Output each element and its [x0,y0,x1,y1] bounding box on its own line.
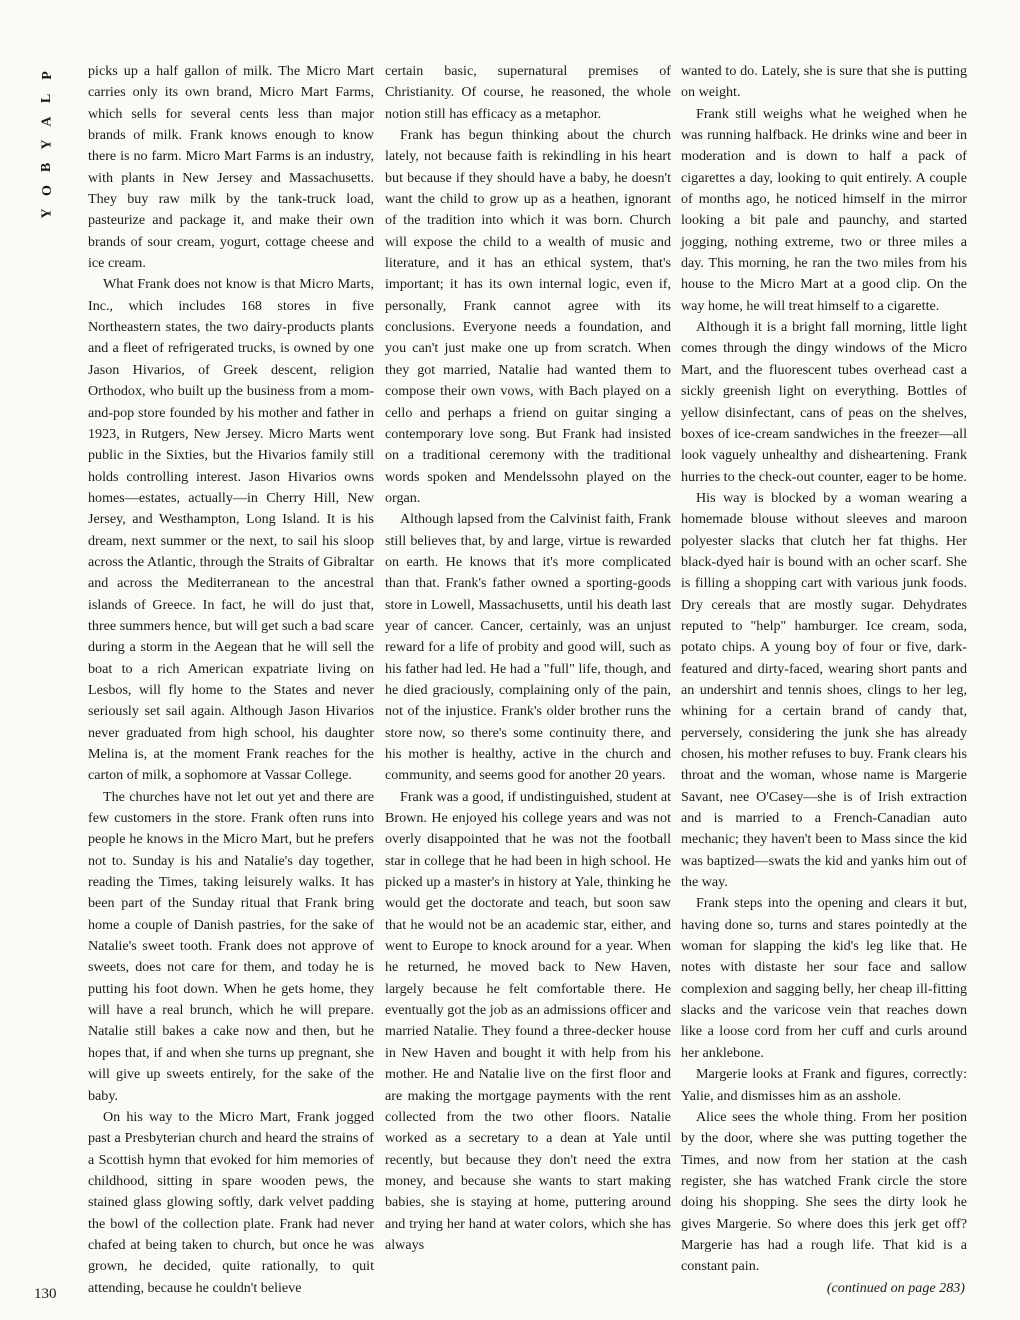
masthead-letter: O [39,185,55,196]
paragraph: certain basic, supernatural premises of Christianity. Of course, he reasoned, the whole notion still has efficacy as a metaphor. [385,63,671,122]
paragraph: Although lapsed from the Calvinist faith, Frank still believes that, by and large, virtue is rewarded on earth. He knows that it's more complicated than that. Frank's father owned a sporting-goods store in Lowell, Massachusetts, until his death last year of cancer. Cancer, certainly, was an unjust reward for a life of probity and good will, such as his father had led. He had a "full" life, though, and he died graciously, complaining only of the pain, not of the injustice. Frank's older brother runs the store now, so there's some continuity there, and his mother is healthy, active in the church and community, and seems good for another 20 years. [385,511,671,784]
paragraph: What Frank does not know is that Micro Marts, Inc., which includes 168 stores in five Northeastern states, the two dairy-products plants and a fleet of refrigerated trucks, is owned by one Jason Hivarios, of Greek descent, religion Orthodox, who built up the business from a mom-and-pop store founded by his mother and father in 1923, in Rutgers, New Jersey. Micro Marts went public in the Sixties, but the Hivarios family still holds controlling interest. Jason Hivarios owns homes—estates, actually—in Cherry Hill, New Jersey, and Westhampton, Long Island. It is his dream, next summer or the next, to sail his sloop across the Atlantic, through the Straits of Gibraltar and across the Mediterranean to the ancestral islands of Greece. In fact, he will do just that, three summers hence, but will get such a bad scare during a storm in the Aegean that he will sell the boat to a rich American expatriate living on Lesbos, will fly home to the States and never seriously set sail again. Although Jason Hivarios never graduated from high school, his daughter Melina is, at the moment Frank reaches for the carton of milk, a sophomore at Vassar College. [88,276,374,784]
paragraph: The churches have not let out yet and there are few customers in the store. Frank often runs into people he knows in the Micro Mart, but he prefers not to. Sunday is his and Natalie's day together, reading the Times, taking leisurely walks. It has been part of the Sunday ritual that Frank bring home a couple of Danish pastries, for the sake of Natalie's sweet tooth. Frank does not approve of sweets, does not care for them, and today he is putting his foot down. When he gets home, they will have a real brunch, which he will prepare. Natalie still bakes a cake now and then, but he hopes that, if and when she turns up pregnant, she will give up sweets entirely, for the sake of the baby. [88,788,374,1104]
paragraph: Frank was a good, if undistinguished, student at Brown. He enjoyed his college years and was not overly disappointed that he was not the football star in college that he had been in high school. He picked up a master's in history at Yale, thinking he would get the doctorate and teach, but soon saw that he would not be an academic star, either, and went to Europe to knock around for a year. When he returned, he moved back to New Haven, largely because he felt comfortable there. He eventually got the job as an admissions officer and married Natalie. They found a three-decker house in New Haven and bought it with help from his mother. He and Natalie live on the first floor and are making the mortgage payments with the rent collected from the two other floors. Natalie worked as a secretary to a dean at Yale until recently, but because they don't need the extra money, and because she wants to start making babies, she is staying at home, puttering around and trying her hand at water colors, which she has always [385,788,671,1253]
paragraph: picks up a half gallon of milk. The Micro Mart carries only its own brand, Micro Mart Farms, which sells for several cents less than major brands of milk. Frank knows enough to know there is no farm. Micro Mart Farms is an industry, with plants in New Jersey and Massachusetts. They buy raw milk by the tank-truck load, pasteurize and package it, and make their own brands of sour cream, yogurt, cottage cheese and ice cream. [88,63,374,272]
masthead-letter: A [39,116,55,127]
paragraph: wanted to do. Lately, she is sure that she is putting on weight. [681,63,967,101]
masthead-letter: P [39,71,55,80]
text-column-1 [88,61,374,1299]
paragraph: Frank steps into the opening and clears it but, having done so, turns and stares pointedly at the woman for slapping the kid's leg like that. He notes with distaste her sour face and sallow complexion and sagging belly, her cheap ill-fitting slacks and the varicose vein that reaches down like a loose cord from her cuff and curls around her anklebone. [681,895,967,1061]
masthead-letter: Y [39,208,55,219]
masthead-letter: Y [39,139,55,150]
paragraph: Although it is a bright fall morning, little light comes through the dingy windows of the Micro Mart, and the fluorescent tubes overhead cast a sickly greenish light on everything. Bottles of yellow disinfectant, cans of peas on the shelves, boxes of ice-cream sandwiches in the freezer—all look vaguely unhealthy and disheartening. Frank hurries to the check-out counter, eager to be home. [681,319,967,485]
paragraph: His way is blocked by a woman wearing a homemade blouse without sleeves and maroon polyester slacks that clutch her fat thighs. Her black-dyed hair is bound with an ocher scarf. She is filling a shopping cart with various junk foods. Dry cereals that are mostly sugar. Dehydrates reputed to "help" hamburger. Ice cream, soda, potato chips. A young boy of four or five, dark-featured and dirty-faced, wearing short pants and an undershirt and tennis shoes, clings to her leg, whining for a certain brand of candy that, perversely, considering the junk she has already chosen, his mother refuses to buy. Frank clears his throat and the woman, whose name is Margerie Savant, nee O'Casey—she is of Irish extraction and is married to a French-Canadian auto mechanic; they haven't been to Mass since the kid was baptized—swats the kid and yanks him out of the way. [681,489,967,891]
paragraph: Margerie looks at Frank and figures, correctly: Yalie, and dismisses him as an asshole. [681,1066,967,1104]
paragraph: Frank still weighs what he weighed when he was running halfback. He drinks wine and beer in moderation and is down to half a pack of cigarettes a day, looking to quit entirely. A couple of months ago, he noticed himself in the mirror looking a bit pale and paunchy, and started jogging, nothing extreme, two or three miles a day. This morning, he ran the two miles from his house to the Micro Mart at a good clip. On the way home, he will treat himself to a cigarette. [681,105,967,314]
text-column-3 [681,61,967,1299]
masthead-letter: B [39,162,55,173]
masthead-letter: L [39,93,55,104]
continued-note: (continued on page 283) [826,1279,965,1296]
paragraph: On his way to the Micro Mart, Frank jogged past a Presbyterian church and heard the strains of a Scottish hymn that evoked for him memories of childhood, sitting in spare wooden pews, the stained glass glowing softly, dark velvet padding the bowl of the collection plate. Frank had never chafed at being taken to church, but once he was grown, he decided, quite rationally, to quit attending, because he couldn't believe [88,1108,374,1296]
paragraph: Alice sees the whole thing. From her position by the door, where she was putting together the Times, and now from her station at the cash register, she has watched Frank circle the store doing his shopping. She sees the dirty look he gives Margerie. So where does this jerk get off? Margerie has had a rough life. That kid is a constant pain. [681,1108,967,1275]
paragraph: Frank has begun thinking about the church lately, not because faith is rekindling in his heart but because if they should have a baby, he doesn't want the child to grow up as a heathen, ignorant of the tradition into which it was born. Church will expose the child to a wealth of music and literature, and it has an ethical system, that's important; it has its own internal logic, even if, personally, Frank cannot agree with its conclusions. Everyone needs a foundation, and you can't just make one up from scratch. When they got married, Natalie had wanted them to compose their own vows, with Bach played on a cello and perhaps a friend on guitar singing a contemporary love song. But Frank had insisted on a traditional ceremony with the traditional words spoken and Mendelssohn played on the organ. [385,127,671,506]
page-number: 130 [34,1286,57,1302]
text-column-2 [385,61,671,1256]
magazine-masthead [32,64,62,225]
